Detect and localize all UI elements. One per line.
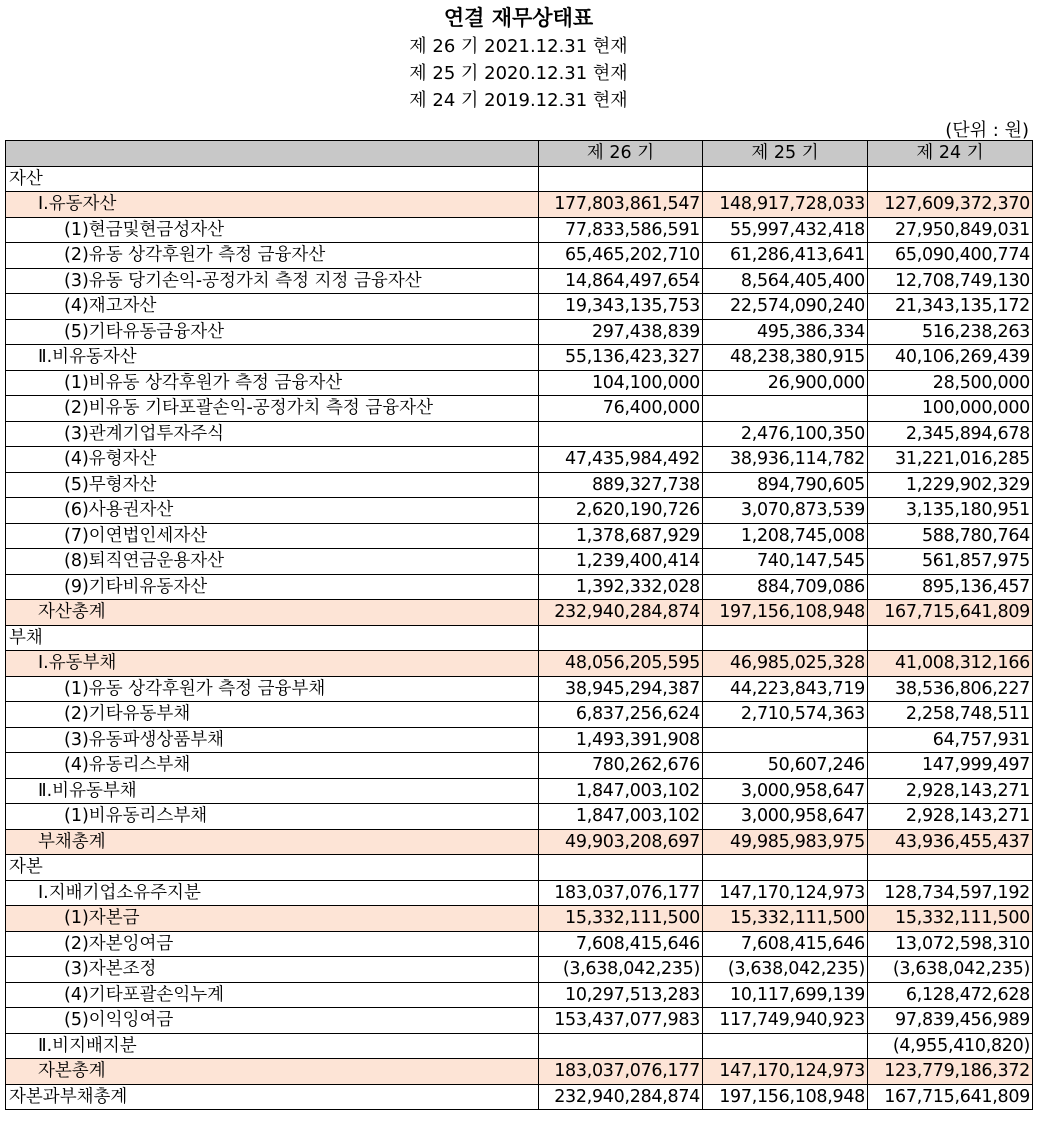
document-title: 연결 재무상태표 <box>443 6 594 30</box>
row-value: 76,400,000 <box>539 396 703 422</box>
row-label: (4)재고자산 <box>6 294 539 320</box>
row-value: 55,136,423,327 <box>539 345 703 371</box>
row-value: 183,037,076,177 <box>539 880 703 906</box>
row-label: (3)유동파생상품부채 <box>6 727 539 753</box>
row-label: (9)기타비유동자산 <box>6 574 539 600</box>
row-value: 1,378,687,929 <box>539 523 703 549</box>
row-value: 13,072,598,310 <box>868 931 1033 957</box>
table-row <box>6 906 1033 932</box>
row-value <box>703 727 868 753</box>
row-label: (2)유동 상각후원가 측정 금융자산 <box>6 243 539 269</box>
row-value: 7,608,415,646 <box>703 931 868 957</box>
row-value: 147,170,124,973 <box>703 880 868 906</box>
row-value: 48,056,205,595 <box>539 651 703 677</box>
row-label: 자본 <box>6 855 539 881</box>
table-row <box>6 1008 1033 1034</box>
row-value: 232,940,284,874 <box>539 600 703 626</box>
row-value <box>539 421 703 447</box>
row-value: 28,500,000 <box>868 370 1033 396</box>
row-value: 1,239,400,414 <box>539 549 703 575</box>
row-value <box>539 625 703 651</box>
row-value: 38,536,806,227 <box>868 676 1033 702</box>
table-row <box>6 192 1033 218</box>
row-value: 21,343,135,172 <box>868 294 1033 320</box>
row-value: 177,803,861,547 <box>539 192 703 218</box>
row-value: 7,608,415,646 <box>539 931 703 957</box>
row-value: 297,438,839 <box>539 319 703 345</box>
row-value: 50,607,246 <box>703 753 868 779</box>
period-24: 제 24 기 2019.12.31 현재 <box>409 90 628 111</box>
row-value: 127,609,372,370 <box>868 192 1033 218</box>
row-value: 19,343,135,753 <box>539 294 703 320</box>
row-label: (2)비유동 기타포괄손익-공정가치 측정 금융자산 <box>6 396 539 422</box>
row-value: 740,147,545 <box>703 549 868 575</box>
row-value: 895,136,457 <box>868 574 1033 600</box>
row-value: 1,847,003,102 <box>539 778 703 804</box>
row-value: 27,950,849,031 <box>868 217 1033 243</box>
row-value: 104,100,000 <box>539 370 703 396</box>
row-value: 26,900,000 <box>703 370 868 396</box>
table-row <box>6 370 1033 396</box>
row-label: Ⅰ.유동부채 <box>6 651 539 677</box>
row-label: (5)이익잉여금 <box>6 1008 539 1034</box>
table-row <box>6 268 1033 294</box>
row-label: (1)비유동 상각후원가 측정 금융자산 <box>6 370 539 396</box>
table-row <box>6 957 1033 983</box>
row-label: (3)유동 당기손익-공정가치 측정 지정 금융자산 <box>6 268 539 294</box>
row-value: 22,574,090,240 <box>703 294 868 320</box>
table-row <box>6 829 1033 855</box>
table-row <box>6 472 1033 498</box>
row-value <box>868 625 1033 651</box>
row-value: 3,000,958,647 <box>703 804 868 830</box>
row-value: 516,238,263 <box>868 319 1033 345</box>
row-label: (3)자본조정 <box>6 957 539 983</box>
row-value: (3,638,042,235) <box>868 957 1033 983</box>
table-row <box>6 600 1033 626</box>
row-label: (5)기타유동금융자산 <box>6 319 539 345</box>
row-value <box>703 166 868 192</box>
row-value: 232,940,284,874 <box>539 1084 703 1110</box>
row-value: 2,258,748,511 <box>868 702 1033 728</box>
row-value: 46,985,025,328 <box>703 651 868 677</box>
row-value: 147,999,497 <box>868 753 1033 779</box>
table-row <box>6 447 1033 473</box>
row-value: 49,903,208,697 <box>539 829 703 855</box>
row-label: (1)현금및현금성자산 <box>6 217 539 243</box>
row-label: (8)퇴직연금운용자산 <box>6 549 539 575</box>
row-value: 40,106,269,439 <box>868 345 1033 371</box>
row-value: 1,392,332,028 <box>539 574 703 600</box>
row-value: 48,238,380,915 <box>703 345 868 371</box>
table-row <box>6 855 1033 881</box>
row-label: (1)비유동리스부채 <box>6 804 539 830</box>
row-value <box>703 396 868 422</box>
row-value: 41,008,312,166 <box>868 651 1033 677</box>
row-label: (5)무형자산 <box>6 472 539 498</box>
row-value: 884,709,086 <box>703 574 868 600</box>
row-label: Ⅰ.지배기업소유주지분 <box>6 880 539 906</box>
row-value: 65,465,202,710 <box>539 243 703 269</box>
row-label: 자산총계 <box>6 600 539 626</box>
row-value: 43,936,455,437 <box>868 829 1033 855</box>
row-value: 183,037,076,177 <box>539 1059 703 1085</box>
row-value: 2,710,574,363 <box>703 702 868 728</box>
table-row <box>6 753 1033 779</box>
row-value: 10,117,699,139 <box>703 982 868 1008</box>
row-label: Ⅰ.유동자산 <box>6 192 539 218</box>
row-value: 38,936,114,782 <box>703 447 868 473</box>
row-value: 1,493,391,908 <box>539 727 703 753</box>
row-value <box>868 855 1033 881</box>
row-label: 부채총계 <box>6 829 539 855</box>
row-value: 117,749,940,923 <box>703 1008 868 1034</box>
table-row <box>6 217 1033 243</box>
row-value <box>539 855 703 881</box>
row-value: 12,708,749,130 <box>868 268 1033 294</box>
row-value: 153,437,077,983 <box>539 1008 703 1034</box>
table-row <box>6 702 1033 728</box>
row-value <box>868 166 1033 192</box>
table-row <box>6 1084 1033 1110</box>
row-value: (3,638,042,235) <box>703 957 868 983</box>
row-value <box>539 1033 703 1059</box>
row-label: 부채 <box>6 625 539 651</box>
row-value: 3,135,180,951 <box>868 498 1033 524</box>
row-value: 1,229,902,329 <box>868 472 1033 498</box>
row-value: 147,170,124,973 <box>703 1059 868 1085</box>
table-row <box>6 345 1033 371</box>
row-value: 3,070,873,539 <box>703 498 868 524</box>
row-value: 10,297,513,283 <box>539 982 703 1008</box>
row-value: 495,386,334 <box>703 319 868 345</box>
period-26: 제 26 기 2021.12.31 현재 <box>409 36 628 57</box>
table-row <box>6 523 1033 549</box>
column-header-label <box>6 141 539 167</box>
table-row <box>6 880 1033 906</box>
row-label: (4)유형자산 <box>6 447 539 473</box>
row-value: 44,223,843,719 <box>703 676 868 702</box>
unit-label: (단위 : 원) <box>945 120 1029 141</box>
row-label: Ⅱ.비지배지분 <box>6 1033 539 1059</box>
table-row <box>6 1059 1033 1085</box>
row-label: Ⅱ.비유동부채 <box>6 778 539 804</box>
row-value: 197,156,108,948 <box>703 600 868 626</box>
row-label: (2)자본잉여금 <box>6 931 539 957</box>
row-label: (4)유동리스부채 <box>6 753 539 779</box>
row-value <box>703 855 868 881</box>
row-value: 61,286,413,641 <box>703 243 868 269</box>
row-label: 자본총계 <box>6 1059 539 1085</box>
row-value: 15,332,111,500 <box>868 906 1033 932</box>
row-value: 47,435,984,492 <box>539 447 703 473</box>
row-value: 6,128,472,628 <box>868 982 1033 1008</box>
row-value: 49,985,983,975 <box>703 829 868 855</box>
table-row <box>6 574 1033 600</box>
row-value: 148,917,728,033 <box>703 192 868 218</box>
table-row <box>6 1033 1033 1059</box>
table-row <box>6 727 1033 753</box>
table-row <box>6 319 1033 345</box>
row-value: 55,997,432,418 <box>703 217 868 243</box>
row-value: 167,715,641,809 <box>868 1084 1033 1110</box>
row-value <box>539 166 703 192</box>
row-value: 15,332,111,500 <box>539 906 703 932</box>
row-label: 자산 <box>6 166 539 192</box>
row-value: 889,327,738 <box>539 472 703 498</box>
row-value: 167,715,641,809 <box>868 600 1033 626</box>
row-value: 780,262,676 <box>539 753 703 779</box>
row-value: 1,208,745,008 <box>703 523 868 549</box>
table-row <box>6 931 1033 957</box>
row-value: 38,945,294,387 <box>539 676 703 702</box>
row-value <box>703 625 868 651</box>
row-label: 자본과부채총계 <box>6 1084 539 1110</box>
row-value: 97,839,456,989 <box>868 1008 1033 1034</box>
row-value: 128,734,597,192 <box>868 880 1033 906</box>
row-value: 2,928,143,271 <box>868 804 1033 830</box>
row-value: 14,864,497,654 <box>539 268 703 294</box>
row-value: 3,000,958,647 <box>703 778 868 804</box>
column-header-24: 제 24 기 <box>868 141 1033 167</box>
balance-sheet-table <box>5 140 1033 1110</box>
row-label: (4)기타포괄손익누계 <box>6 982 539 1008</box>
row-label: (2)기타유동부채 <box>6 702 539 728</box>
row-value: 77,833,586,591 <box>539 217 703 243</box>
row-value: 2,476,100,350 <box>703 421 868 447</box>
table-header-row <box>6 141 1033 167</box>
table-row <box>6 778 1033 804</box>
table-row <box>6 166 1033 192</box>
row-label: (3)관계기업투자주식 <box>6 421 539 447</box>
period-25: 제 25 기 2020.12.31 현재 <box>409 63 628 84</box>
row-value <box>703 1033 868 1059</box>
table-row <box>6 676 1033 702</box>
row-value: 1,847,003,102 <box>539 804 703 830</box>
table-row <box>6 549 1033 575</box>
row-label: (7)이연법인세자산 <box>6 523 539 549</box>
row-value: 2,928,143,271 <box>868 778 1033 804</box>
row-label: (1)유동 상각후원가 측정 금융부채 <box>6 676 539 702</box>
table-row <box>6 982 1033 1008</box>
row-value: 123,779,186,372 <box>868 1059 1033 1085</box>
column-header-25: 제 25 기 <box>703 141 868 167</box>
row-value: (4,955,410,820) <box>868 1033 1033 1059</box>
table-row <box>6 625 1033 651</box>
row-label: (1)자본금 <box>6 906 539 932</box>
row-value: 8,564,405,400 <box>703 268 868 294</box>
row-value: 2,345,894,678 <box>868 421 1033 447</box>
column-header-26: 제 26 기 <box>539 141 703 167</box>
row-value: 31,221,016,285 <box>868 447 1033 473</box>
row-value: 65,090,400,774 <box>868 243 1033 269</box>
row-value: 588,780,764 <box>868 523 1033 549</box>
row-label: (6)사용권자산 <box>6 498 539 524</box>
table-row <box>6 498 1033 524</box>
row-value: 6,837,256,624 <box>539 702 703 728</box>
row-label: Ⅱ.비유동자산 <box>6 345 539 371</box>
row-value: 100,000,000 <box>868 396 1033 422</box>
table-row <box>6 243 1033 269</box>
row-value: 2,620,190,726 <box>539 498 703 524</box>
row-value: 561,857,975 <box>868 549 1033 575</box>
row-value: 197,156,108,948 <box>703 1084 868 1110</box>
row-value: (3,638,042,235) <box>539 957 703 983</box>
table-row <box>6 421 1033 447</box>
row-value: 15,332,111,500 <box>703 906 868 932</box>
row-value: 894,790,605 <box>703 472 868 498</box>
table-row <box>6 651 1033 677</box>
table-row <box>6 396 1033 422</box>
table-row <box>6 294 1033 320</box>
row-value: 64,757,931 <box>868 727 1033 753</box>
table-row <box>6 804 1033 830</box>
